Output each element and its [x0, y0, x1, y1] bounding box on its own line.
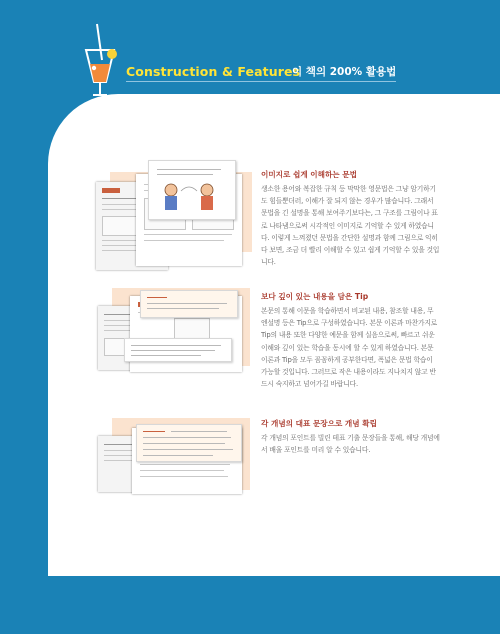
header-divider: [126, 81, 396, 82]
section-2-body: 본문의 통해 이문을 학습하면서 비교된 내용, 참조할 내용, 무 엔설명 등은 Tip으로 구성하였습니다. 본문 이론과 마찬가지로 Tip의 내용 또한 다양한 예문을 함께 실음으로써, 빠르고 쉬운 이해와 깊이 있는 학습을 동시에 할 수 있게 하였습니다. 본문 이론과 Tip을 모두 꼼꼼하게 공부한다면, 폭넓은 문법 학습이 가능할 것입니다. 그러므로 작은 내용이라도 지나치지 않고 반 드시 숙지하고 넘어가길 바랍니다.: [261, 307, 438, 389]
page-title-english: Construction & Features: [126, 64, 301, 79]
section-1-title: 이미지로 쉽게 이해하는 문법: [261, 170, 357, 179]
cocktail-glass-icon: [82, 20, 118, 100]
section-2-title: 보다 깊이 있는 내용을 담은 Tip: [261, 292, 369, 301]
page-title-korean: 이 책의 200% 활용법: [292, 66, 397, 78]
section-3-callout-sentences: [136, 424, 242, 462]
section-1-body: 생소한 용어와 복잡한 규칙 등 막막한 영문법은 그냥 암기하기 도 힘들뿐더러, 이해가 잘 되지 않는 경우가 많습니다. 그래서 문법을 긴 설명을 통해 보여주기보다는, 그 구조를 그림이나 표 로 나타냄으로써 시각적인 이미지로 기억할 수 있게 하였습니 다. 이렇게 느껴졌던 문법을 간단한 설명과 함께 그림으로 익히 다 보면, 조금 더 빨리 이해할 수 있고 쉽게 기억할 수 있을 것입 니다.: [261, 185, 440, 267]
section-3-title: 각 개념의 대표 문장으로 개념 확립: [261, 419, 377, 428]
section-3-body: 각 개념의 포인트를 빌린 테표 기출 문장들을 통해, 해당 개념에 서 배울 포인트를 미리 알 수 있습니다.: [261, 434, 440, 455]
section-1-callout-illustration: [148, 160, 236, 220]
section-2-callout-examples: [124, 338, 232, 362]
section-2-callout-tip: [140, 290, 238, 318]
